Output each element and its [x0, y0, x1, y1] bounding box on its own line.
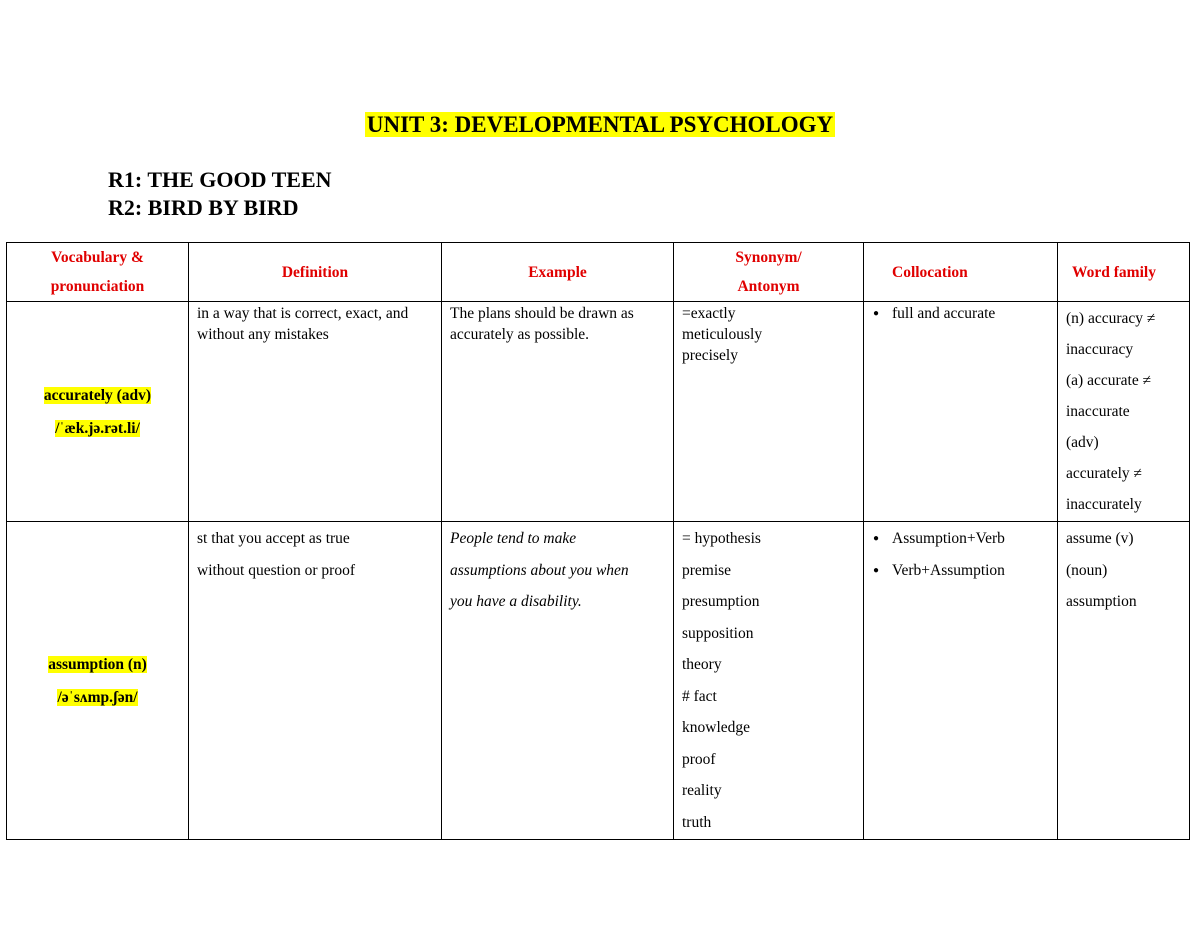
vocab-word-cell: [7, 302, 189, 522]
vocab-word: assumption (n): [48, 655, 147, 673]
word-family-cell: assume (v) (noun) assumption: [1058, 522, 1190, 840]
list-item: ● Verb+Assumption: [892, 555, 1049, 587]
synonym-cell: = hypothesis premise presumption supposition theory # fact knowledge proof reality truth: [674, 522, 864, 840]
vocab-pronunciation: /ˈæk.jə.rət.li/: [55, 419, 140, 437]
header-vocabulary: Vocabulary & pronunciation: [7, 243, 189, 302]
header-word-family: Word family: [1058, 243, 1190, 302]
example-cell: People tend to make assumptions about you when you have a disability.: [442, 522, 674, 840]
header-example: Example: [442, 243, 674, 302]
example-cell: The plans should be drawn as accurately as possible.: [442, 302, 674, 522]
definition-cell: st that you accept as true without question or proof: [189, 522, 442, 840]
header-collocation: Collocation: [864, 243, 1058, 302]
table-header-row: [7, 243, 1190, 302]
subtitle-r2: R2: BIRD BY BIRD: [108, 195, 299, 220]
vocab-word-cell: [7, 522, 189, 840]
word-family-cell: (n) accuracy ≠ inaccuracy (a) accurate ≠ inaccurate (adv) accurately ≠ inaccurately: [1058, 302, 1190, 522]
definition-cell: in a way that is correct, exact, and without any mistakes: [189, 302, 442, 522]
list-item: ● full and accurate: [892, 303, 1049, 324]
collocation-cell: [864, 522, 1058, 840]
subtitle-r1: R1: THE GOOD TEEN: [108, 167, 332, 192]
header-definition: Definition: [189, 243, 442, 302]
vocab-word: accurately (adv): [43, 386, 152, 404]
collocation-cell: [864, 302, 1058, 522]
synonym-cell: =exactly meticulously precisely: [674, 302, 864, 522]
list-item: ● Assumption+Verb: [892, 523, 1049, 555]
table-row: [7, 302, 1190, 522]
vocabulary-table: [6, 242, 1190, 840]
page-title: UNIT 3: DEVELOPMENTAL PSYCHOLOGY: [366, 112, 834, 137]
vocab-pronunciation: /əˈsʌmp.ʃən/: [57, 688, 138, 706]
header-synonym-antonym: Synonym/ Antonym: [674, 243, 864, 302]
table-row: [7, 522, 1190, 840]
